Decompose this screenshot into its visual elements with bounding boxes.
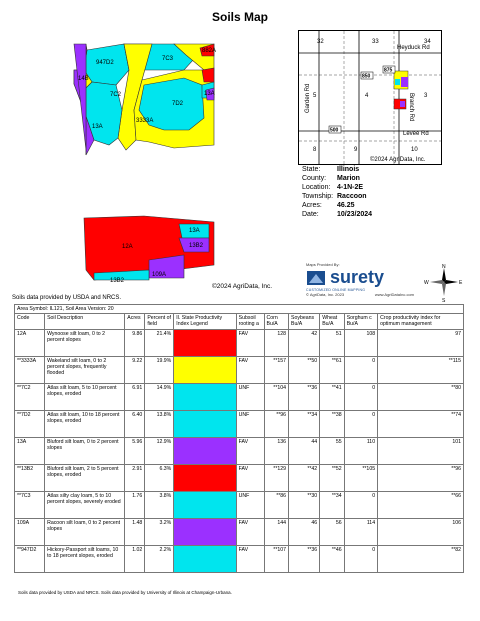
location-info [302,166,372,218]
cell-subsoil: FAV [236,545,264,572]
cell-desc: Racoon silt loam, 0 to 2 percent slopes [45,518,125,545]
cell-cpi: **80 [378,383,464,410]
cell-cpi: 97 [378,329,464,356]
map-label: 12A [122,244,133,250]
cell-soy: **30 [289,491,320,518]
svg-text:850: 850 [362,73,371,80]
cell-code: **947D2 [15,545,45,572]
cell-soy: **36 [289,545,320,572]
cell-wheat: **41 [320,383,345,410]
cell-wheat: **34 [320,491,345,518]
svg-text:34: 34 [424,39,431,45]
table-row [15,545,464,572]
map-label: 947D2 [96,60,114,66]
column-header: Sorghum c Bu/A [344,314,377,329]
cell-subsoil: UNF [236,383,264,410]
column-header: Il. State Productivity Index Legend [174,314,236,329]
cell-soy: **42 [289,464,320,491]
cell-sorghum: 0 [344,356,377,383]
info-label: Location: [302,184,331,191]
cell-cpi: **115 [378,356,464,383]
svg-text:Branch Rd: Branch Rd [408,93,414,122]
cell-code: 109A [15,518,45,545]
cell-pct: 6.3% [145,464,174,491]
cell-code: **7D2 [15,410,45,437]
cell-pct: 21.4% [145,329,174,356]
productivity-legend-swatch [174,545,236,572]
cell-soy: 42 [289,329,320,356]
cell-corn: **96 [264,410,289,437]
cell-pct: 12.9% [145,437,174,464]
info-label: Township: [302,193,334,200]
cell-subsoil: FAV [236,464,264,491]
svg-text:500: 500 [330,127,339,134]
footer-note: Soils data provided by USDA and NRCS. Soils data provided by University of Illinois at Champaign-Urbana. [18,590,232,595]
table-row [15,410,464,437]
inset-field-upper-3 [395,79,400,85]
svg-text:S: S [442,298,446,302]
cell-sorghum: **105 [344,464,377,491]
cell-soy: 44 [289,437,320,464]
cell-subsoil: FAV [236,518,264,545]
info-value: 10/23/2024 [337,211,373,218]
svg-text:N: N [442,264,446,270]
soils-table [14,304,464,573]
inset-map[interactable] [298,30,442,165]
logo-copyright: © AgriData, Inc. 2023 [306,292,345,297]
map-label: 109A [152,272,167,278]
soil-map-canvas [14,30,276,292]
cell-soy: **50 [289,356,320,383]
map-label: 3333A [136,118,154,124]
area-symbol: Area Symbol: IL121, Soil Area Version: 20 [15,305,464,314]
column-header: Corn Bu/A [264,314,289,329]
inset-field-lower-2 [400,101,405,107]
logo-tagline: CUSTOMIZED ONLINE MAPPING [306,288,366,292]
svg-text:5: 5 [313,93,317,99]
cell-pct: 3.8% [145,491,174,518]
cell-code: **7C2 [15,383,45,410]
cell-desc: Wakeland silt loam, 0 to 2 percent slopes, frequently flooded [45,356,125,383]
cell-subsoil: FAV [236,329,264,356]
cell-sorghum: 0 [344,410,377,437]
column-header: Code [15,314,45,329]
soil-map[interactable] [14,30,276,292]
column-header: Acres [125,314,145,329]
cell-sorghum: 110 [344,437,377,464]
surety-logo[interactable] [306,262,414,297]
map-label: 13B2 [110,278,125,284]
svg-text:32: 32 [317,39,324,45]
cell-desc: Wynoose silt loam, 0 to 2 percent slopes [45,329,125,356]
data-source-note: Soils data provided by USDA and NRCS. [12,295,122,301]
cell-cpi: **74 [378,410,464,437]
productivity-legend-swatch [174,356,236,383]
cell-cpi: **66 [378,491,464,518]
logo-brand: surety [330,267,385,287]
cell-acres: 6.40 [125,410,145,437]
svg-text:©2024 AgriData, Inc.: ©2024 AgriData, Inc. [370,157,426,163]
cell-pct: 2.2% [145,545,174,572]
info-value: Marion [337,175,360,182]
cell-cpi: **82 [378,545,464,572]
map-label: 13A [204,91,215,97]
logo-caption: Maps Provided By: [306,262,340,267]
cell-wheat: 55 [320,437,345,464]
cell-acres: 9.22 [125,356,145,383]
map-label: 7C3 [162,56,174,62]
column-header: Soybeans Bu/A [289,314,320,329]
svg-text:9: 9 [354,147,358,153]
info-label: State: [302,166,321,173]
cell-corn: 136 [264,437,289,464]
productivity-legend-swatch [174,518,236,545]
area-symbol-row [15,305,464,314]
svg-text:4: 4 [365,93,369,99]
soil-rows [15,329,464,572]
productivity-legend-swatch [174,329,236,356]
cell-desc: Hickory-Passport silt loams, 10 to 18 percent slopes, eroded [45,545,125,572]
table-header-row [15,314,464,329]
cell-corn: **86 [264,491,289,518]
cell-wheat: **46 [320,545,345,572]
table-row [15,437,464,464]
inset-map-canvas [299,31,441,164]
soil-region-red-small [202,68,214,82]
cell-wheat: **38 [320,410,345,437]
map-label: 7D2 [172,101,184,107]
cell-acres: 5.96 [125,437,145,464]
table-row [15,356,464,383]
svg-text:3: 3 [424,93,428,99]
info-label: County: [302,175,327,182]
cell-code: **3333A [15,356,45,383]
table-row [15,491,464,518]
productivity-legend-swatch [174,410,236,437]
surety-mark-icon [306,269,328,287]
cell-pct: 19.9% [145,356,174,383]
svg-text:10: 10 [411,147,418,153]
cell-code: **13B2 [15,464,45,491]
cell-soy: **36 [289,383,320,410]
info-value: 46.25 [337,202,355,209]
cell-acres: 9.86 [125,329,145,356]
cell-soy: 46 [289,518,320,545]
cell-corn: 144 [264,518,289,545]
cell-desc: Bluford silt loam, 2 to 5 percent slopes, eroded [45,464,125,491]
productivity-legend-swatch [174,383,236,410]
compass-icon [424,262,464,302]
cell-sorghum: 108 [344,329,377,356]
logo-url: www.AgriDataInc.com [374,292,414,297]
soil-region-13A-left2 [74,44,86,155]
cell-corn: **107 [264,545,289,572]
svg-text:W: W [424,280,429,286]
cell-corn: 128 [264,329,289,356]
column-header: Crop productivity index for optimum management [378,314,464,329]
svg-text:8: 8 [313,147,317,153]
svg-text:33: 33 [372,39,379,45]
productivity-legend-swatch [174,437,236,464]
cell-corn: **157 [264,356,289,383]
map-copyright: ©2024 AgriData, Inc. [212,283,273,290]
cell-corn: **104 [264,383,289,410]
cell-wheat: 51 [320,329,345,356]
table-row [15,383,464,410]
column-header: Soil Description [45,314,125,329]
map-label: 13A [92,124,103,130]
cell-acres: 6.91 [125,383,145,410]
cell-cpi: **96 [378,464,464,491]
cell-pct: 3.2% [145,518,174,545]
cell-desc: Atlas silt loam, 5 to 10 percent slopes, eroded [45,383,125,410]
cell-code: **7C3 [15,491,45,518]
info-label: Date: [302,211,319,218]
cell-subsoil: UNF [236,410,264,437]
cell-wheat: 56 [320,518,345,545]
cell-subsoil: FAV [236,437,264,464]
productivity-legend-swatch [174,464,236,491]
cell-desc: Atlas silt loam, 10 to 18 percent slopes, eroded [45,410,125,437]
compass-rose [424,262,464,307]
map-label: 13B2 [189,243,204,249]
cell-soy: **34 [289,410,320,437]
info-value: Raccoon [337,193,367,200]
cell-code: 12A [15,329,45,356]
cell-wheat: **61 [320,356,345,383]
map-label: 882A [202,48,217,54]
map-label: 7C2 [110,92,122,98]
svg-text:875: 875 [384,67,393,74]
cell-desc: Bluford silt loam, 0 to 2 percent slopes [45,437,125,464]
cell-acres: 1.48 [125,518,145,545]
inset-field-upper-2 [401,77,408,87]
svg-text:Levee Rd: Levee Rd [403,131,429,137]
map-label: 13A [189,228,200,234]
cell-desc: Atlas silty clay loam, 5 to 10 percent slopes, severely eroded [45,491,125,518]
cell-sorghum: 114 [344,518,377,545]
column-header: Wheat Bu/A [320,314,345,329]
cell-corn: **129 [264,464,289,491]
cell-code: 13A [15,437,45,464]
page-title: Soils Map [211,10,268,24]
svg-text:Heyduck Rd: Heyduck Rd [397,45,430,51]
cell-pct: 14.9% [145,383,174,410]
column-header: Subsoil rooting a [236,314,264,329]
column-header: Percent of field [145,314,174,329]
cell-acres: 2.91 [125,464,145,491]
cell-wheat: **52 [320,464,345,491]
table-row [15,464,464,491]
cell-pct: 13.8% [145,410,174,437]
cell-subsoil: UNF [236,491,264,518]
cell-subsoil: FAV [236,356,264,383]
upper-field [74,44,217,155]
cell-sorghum: 0 [344,383,377,410]
cell-sorghum: 0 [344,491,377,518]
info-value: Illinois [337,166,360,173]
table-row [15,518,464,545]
cell-sorghum: 0 [344,545,377,572]
cell-acres: 1.02 [125,545,145,572]
table-row [15,329,464,356]
productivity-legend-swatch [174,491,236,518]
cell-cpi: 106 [378,518,464,545]
cell-acres: 1.76 [125,491,145,518]
svg-text:Garden Rd: Garden Rd [305,83,311,113]
info-value: 4-1N-2E [337,184,364,191]
map-label: 14B [78,76,89,82]
svg-text:E: E [459,280,463,286]
info-label: Acres: [302,202,322,209]
cell-cpi: 101 [378,437,464,464]
